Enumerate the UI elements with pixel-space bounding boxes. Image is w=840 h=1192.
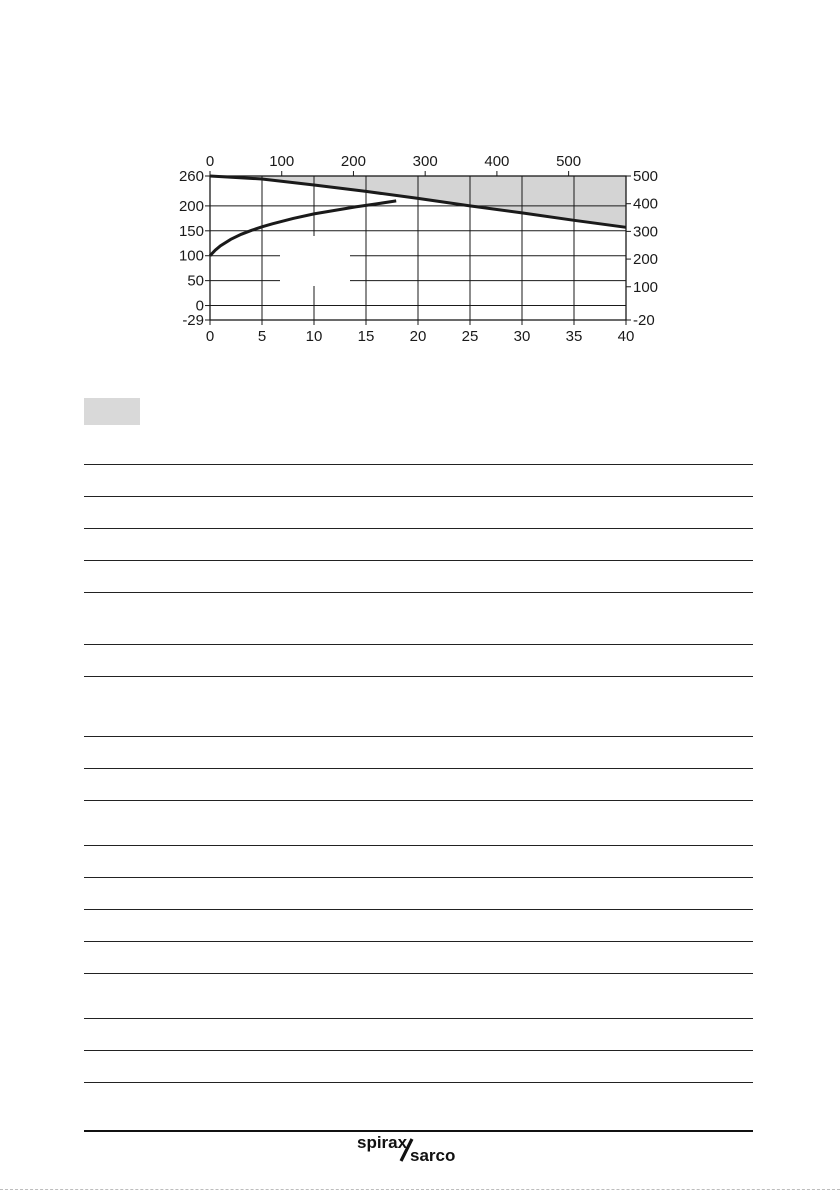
- table-row-rule: [84, 973, 753, 974]
- tick-label-right: 300: [633, 223, 659, 241]
- tick-label-top: 0: [205, 153, 215, 170]
- table-row-rule: [84, 464, 753, 465]
- tick-label-right: 200: [633, 251, 659, 269]
- tick-label-bottom: 5: [257, 328, 267, 345]
- table-row-rule: [84, 644, 753, 645]
- spirax-sarco-logo: [357, 1133, 487, 1167]
- table-row-rule: [84, 768, 753, 769]
- table-row-rule: [84, 1050, 753, 1051]
- tick-label-left: 0: [195, 297, 204, 315]
- logo-text-sarco: sarco: [410, 1146, 456, 1165]
- tick-label-bottom: 35: [565, 328, 583, 345]
- table-row-rule: [84, 676, 753, 677]
- tick-label-top: 200: [340, 153, 366, 170]
- tick-label-bottom: 0: [205, 328, 215, 345]
- table-row-rule: [84, 736, 753, 737]
- logo-text-spirax: spirax: [357, 1133, 408, 1152]
- left-axis-tick-labels: [179, 168, 204, 329]
- right-axis-tick-labels: [633, 168, 658, 329]
- tick-label-top: 300: [412, 153, 438, 170]
- pressure-temperature-chart: [0, 0, 840, 400]
- table-row-rule: [84, 496, 753, 497]
- bottom-axis-tick-labels: [206, 328, 635, 345]
- tick-label-bottom: 20: [409, 328, 427, 345]
- tick-label-left: 260: [178, 168, 204, 185]
- table-row-rule: [84, 800, 753, 801]
- table-row-rule: [84, 560, 753, 561]
- footer-rule: [84, 1130, 753, 1132]
- page-edge-marker: [0, 1189, 840, 1190]
- table-row-rule: [84, 941, 753, 942]
- table-row-rule: [84, 528, 753, 529]
- tick-label-bottom: 40: [617, 328, 635, 345]
- tick-label-left: 150: [178, 222, 204, 240]
- tick-label-bottom: 30: [513, 328, 531, 345]
- tick-label-left: 200: [178, 197, 204, 215]
- tick-label-bottom: 15: [357, 328, 375, 345]
- tick-label-right: 100: [633, 278, 659, 296]
- tick-label-bottom: 25: [461, 328, 479, 345]
- section-number-tab: [84, 398, 140, 425]
- table-row-rule: [84, 909, 753, 910]
- table-row-rule: [84, 1082, 753, 1083]
- tick-label-top: 500: [556, 153, 582, 170]
- label-gaps: [280, 236, 350, 286]
- table-row-rule: [84, 877, 753, 878]
- label-gap-upper: [280, 236, 350, 286]
- table-row-rule: [84, 845, 753, 846]
- tick-label-right: -20: [633, 312, 655, 329]
- table-row-rule: [84, 592, 753, 593]
- tick-label-left: 100: [178, 247, 204, 265]
- tick-label-right: 500: [633, 168, 659, 185]
- tick-label-top: 100: [269, 153, 295, 170]
- tick-label-left: 50: [187, 272, 204, 290]
- tick-label-bottom: 10: [305, 328, 323, 345]
- tick-label-left: -29: [182, 312, 204, 329]
- table-row-rule: [84, 1018, 753, 1019]
- top-axis-tick-labels: [206, 153, 581, 170]
- tick-label-top: 400: [484, 153, 510, 170]
- tick-label-right: 400: [633, 195, 659, 213]
